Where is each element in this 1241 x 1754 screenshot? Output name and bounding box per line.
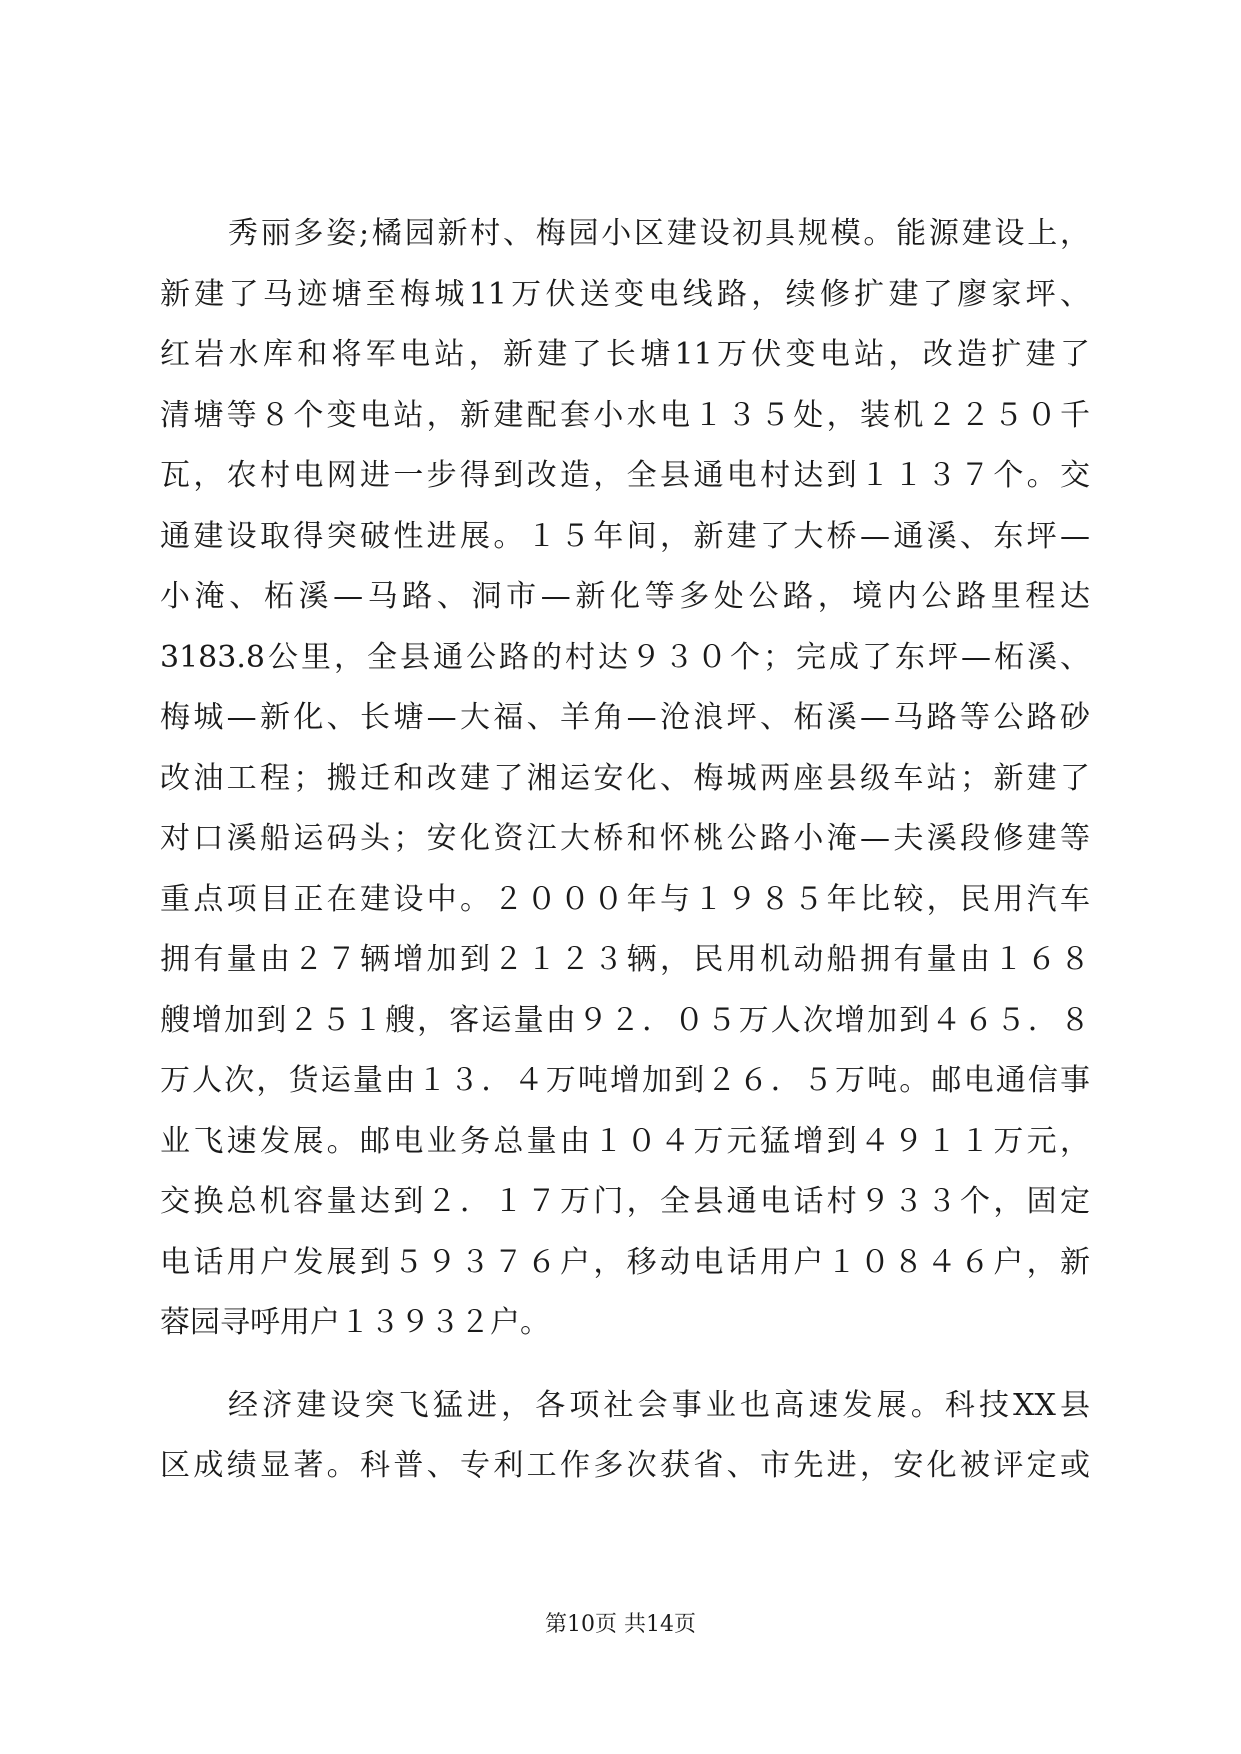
text-line: 3183.8公里，全县通公路的村达９３０个；完成了东坪—柘溪、 (160, 639, 1090, 675)
body-text (160, 204, 1090, 1497)
text-line: 新建了马迹塘至梅城11万伏送变电线路，续修扩建了廖家坪、 (160, 276, 1090, 312)
paragraph-2 (160, 1376, 1090, 1497)
text-line: 重点项目正在建设中。２０００年与１９８５年比较，民用汽车 (160, 881, 1090, 917)
text-line: 艘增加到２５１艘，客运量由９２．０５万人次增加到４６５．８ (160, 1002, 1090, 1038)
text-line: 区成绩显著。科普、专利工作多次获省、市先进，安化被评定或 (160, 1448, 1090, 1483)
text-line: 拥有量由２７辆增加到２１２３辆，民用机动船拥有量由１６８ (160, 942, 1090, 977)
text-line: 业飞速发展。邮电业务总量由１０４万元猛增到４９１１万元， (160, 1123, 1090, 1159)
text-line: 小淹、柘溪—马路、洞市—新化等多处公路，境内公路里程达 (160, 579, 1090, 614)
text-line: 通建设取得突破性进展。１５年间，新建了大桥—通溪、东坪— (160, 518, 1090, 554)
text-line: 梅城—新化、长塘—大福、羊角—沧浪坪、柘溪—马路等公路砂 (160, 700, 1090, 735)
text-line: 秀丽多姿;橘园新村、梅园小区建设初具规模。能源建设上， (228, 216, 1090, 251)
text-line: 万人次，货运量由１３．４万吨增加到２６．５万吨。邮电通信事 (160, 1063, 1090, 1098)
page-footer (0, 1610, 1241, 1640)
text-line: 交换总机容量达到２．１７万门，全县通电话村９３３个，固定 (160, 1184, 1090, 1219)
paragraph-spacer (160, 1354, 1090, 1376)
text-line: 红岩水库和将军电站，新建了长塘11万伏变电站，改造扩建了 (160, 337, 1090, 372)
text-line: 蓉园寻呼用户１３９３２户。 (160, 1305, 550, 1340)
text-line: 电话用户发展到５９３７６户，移动电话用户１０８４６户，新 (160, 1244, 1090, 1280)
text-line: 对口溪船运码头；安化资江大桥和怀桃公路小淹—夫溪段修建等 (160, 821, 1090, 856)
paragraph-1 (160, 204, 1090, 1354)
page-number: 第10页 共14页 (545, 1612, 696, 1637)
text-line: 经济建设突飞猛进，各项社会事业也高速发展。科技XX县 (228, 1387, 1090, 1423)
text-line: 清塘等８个变电站，新建配套小水电１３５处，装机２２５０千 (160, 397, 1090, 433)
text-line: 瓦，农村电网进一步得到改造，全县通电村达到１１３７个。交 (160, 458, 1090, 493)
text-line: 改油工程；搬迁和改建了湘运安化、梅城两座县级车站；新建了 (160, 760, 1090, 796)
